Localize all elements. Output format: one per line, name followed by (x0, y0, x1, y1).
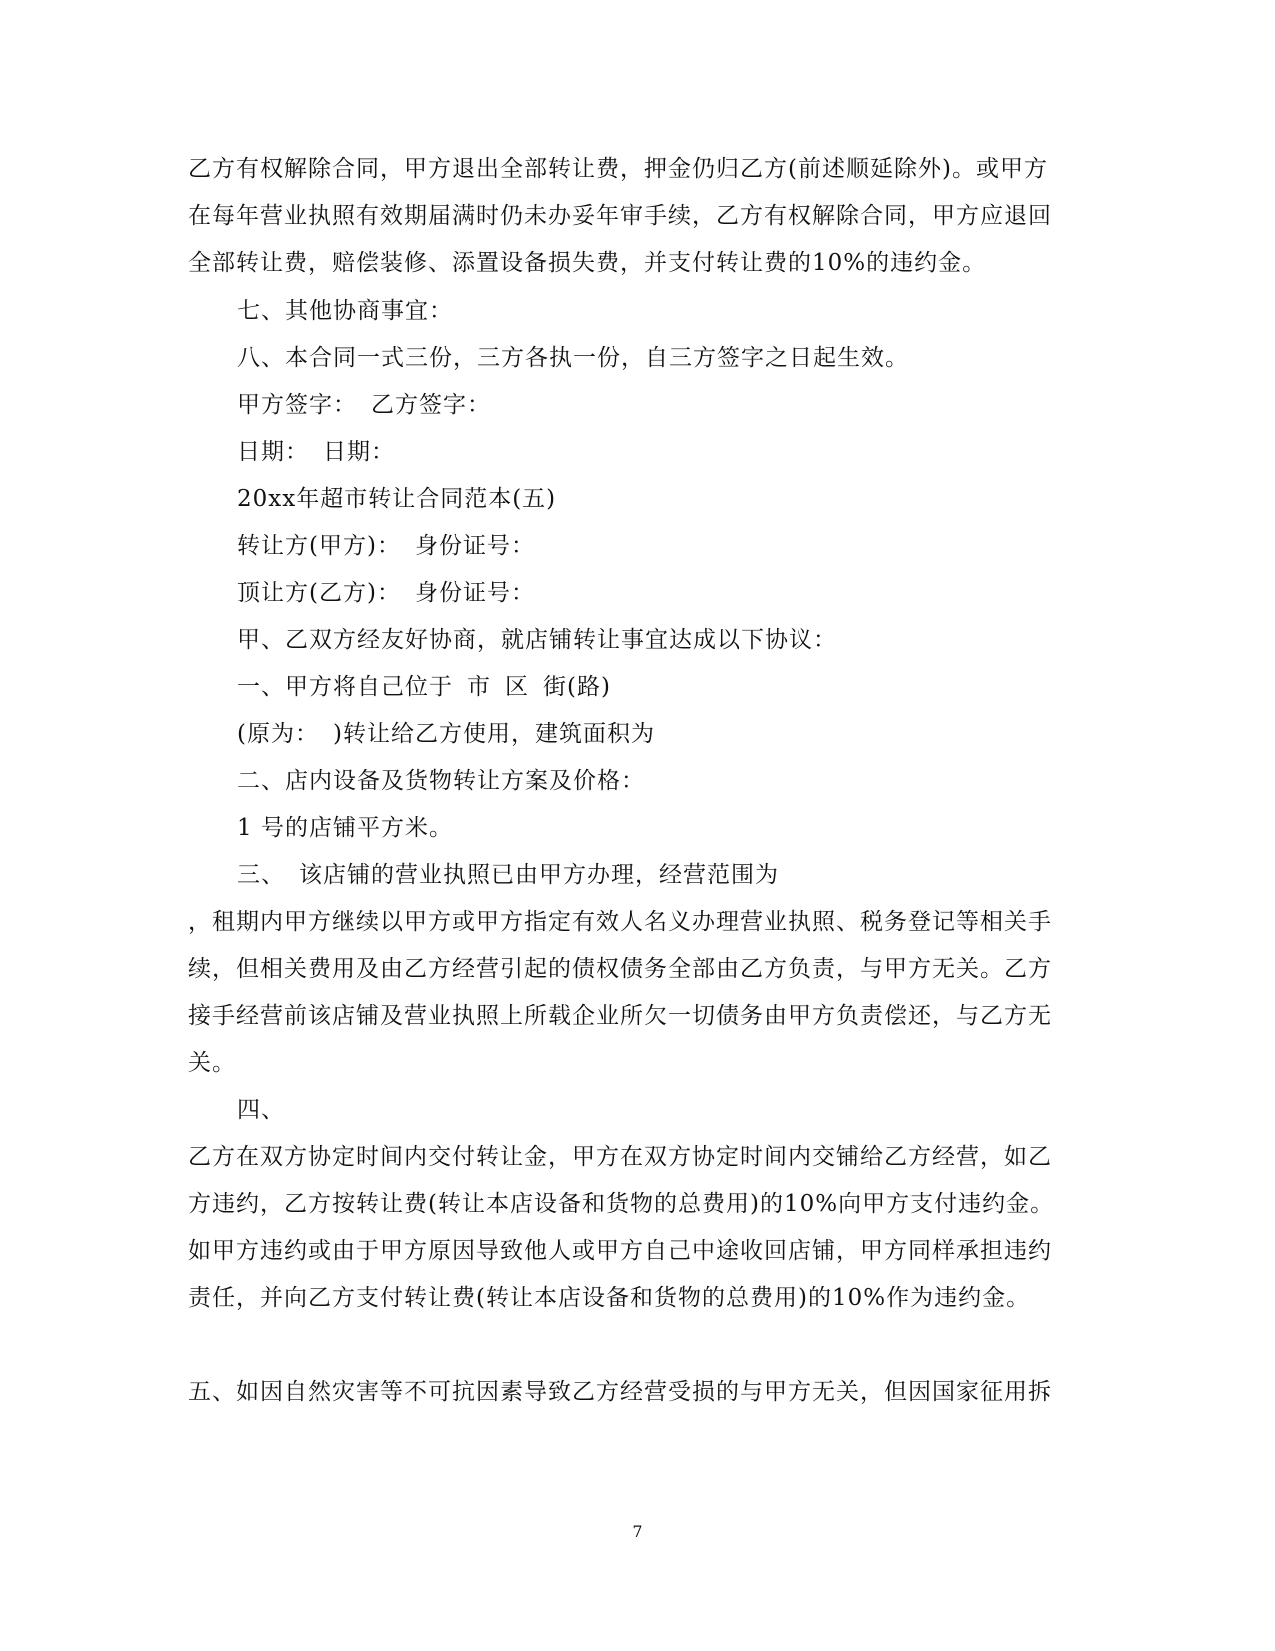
page-number: 7 (632, 1522, 643, 1541)
clause-1-prefix: 一、甲方将自己位于 (237, 674, 453, 700)
section-heading: 20xx年超市转让合同范本(五) (237, 486, 557, 512)
text-line: 续，但相关费用及由乙方经营引起的债权债务全部由乙方负责，与甲方无关。乙方 (188, 956, 1052, 982)
clause-2: 二、店内设备及货物转让方案及价格： (237, 768, 645, 794)
district-label: 区 (505, 674, 529, 700)
text-line: 全部转让费，赔偿装修、添置设备损失费，并支付转让费的10%的违约金。 (188, 250, 987, 276)
date-label: 日期： (237, 439, 309, 465)
id-number-label: 身份证号： (414, 580, 535, 606)
clause-1-continued (237, 719, 655, 749)
transfer-text: )转让给乙方使用，建筑面积为 (332, 721, 655, 747)
text-line: 接手经营前该店铺及营业执照上所载企业所欠一切债务由甲方负责偿还，与乙方无 (188, 1003, 1052, 1029)
text-line: 方违约，乙方按转让费(转让本店设备和货物的总费用)的10%向甲方支付违约金。 (188, 1191, 1055, 1217)
transferor-line (237, 531, 535, 561)
city-label: 市 (467, 674, 491, 700)
text-line: 如甲方违约或由于甲方原因导致他人或甲方自己中途收回店铺，甲方同样承担违约 (188, 1238, 1052, 1264)
text-line: 乙方在双方协定时间内交付转让金，甲方在双方协定时间内交铺给乙方经营，如乙 (188, 1144, 1052, 1170)
clause-3-prefix: 三、 (237, 862, 285, 888)
agreement-intro: 甲、乙双方经友好协商，就店铺转让事宜达成以下协议： (237, 627, 837, 653)
text-line: 责任，并向乙方支付转让费(转让本店设备和货物的总费用)的10%作为违约金。 (188, 1285, 1031, 1311)
clause-3-text: 该店铺的营业执照已由甲方办理，经营范围为 (299, 862, 779, 888)
date-label: 日期： (323, 439, 395, 465)
clause-5: 五、如因自然灾害等不可抗因素导致乙方经营受损的与甲方无关，但因国家征用拆 (188, 1379, 1052, 1405)
text-line: 关。 (188, 1050, 236, 1076)
text-line: 在每年营业执照有效期届满时仍未办妥年审手续，乙方有权解除合同，甲方应退回 (188, 203, 1052, 229)
street-label: 街(路) (543, 674, 611, 700)
id-number-label: 身份证号： (414, 533, 535, 559)
party-b-signature-label: 乙方签字： (371, 392, 491, 418)
clause-7: 七、其他协商事宜： (237, 298, 453, 324)
shop-area-line: 1 号的店铺平方米。 (237, 815, 453, 841)
text-line: 乙方有权解除合同，甲方退出全部转让费，押金仍归乙方(前述顺延除外)。或甲方 (188, 156, 1048, 182)
transferee-line (237, 578, 535, 608)
former-use-label: (原为： (237, 721, 319, 747)
clause-3 (237, 860, 779, 890)
text-line: ，租期内甲方继续以甲方或甲方指定有效人名义办理营业执照、税务登记等相关手 (188, 909, 1052, 935)
signature-line (237, 390, 491, 420)
party-a-signature-label: 甲方签字： (237, 392, 357, 418)
clause-1 (237, 672, 611, 702)
clause-4: 四、 (237, 1097, 285, 1123)
date-line (237, 437, 395, 467)
clause-8: 八、本合同一式三份，三方各执一份，自三方签字之日起生效。 (237, 345, 909, 371)
transferor-label: 转让方(甲方)： (237, 533, 401, 559)
transferee-label: 顶让方(乙方)： (237, 580, 401, 606)
